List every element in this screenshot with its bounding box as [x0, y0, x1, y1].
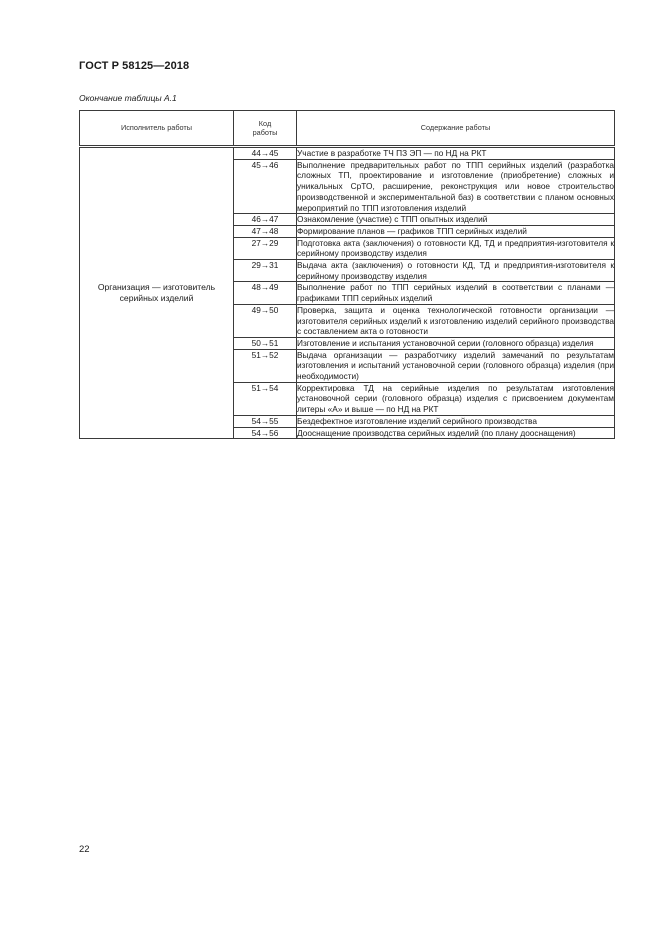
page-number: 22 [79, 844, 90, 855]
executor-cell: Организация — изготовитель серийных изделий [80, 147, 234, 439]
work-table [79, 110, 615, 439]
work-code-cell: 45→46 [234, 159, 297, 214]
work-content-cell: Выполнение предварительных работ по ТПП серийных изделий (разработка сложных ТП, проектирование и изготовление (приобретение) сложных и уникальных СрТО, расширение, реконструкция или новое строительство производственной и экспериментальной баз) в соответствии с планом основных мероприятий по ТПП изготовления изделий [297, 159, 614, 213]
header-executor: Исполнитель работы [80, 111, 234, 147]
work-code-cell: 54→56 [234, 427, 297, 439]
table-header-row [80, 111, 615, 147]
work-content-cell: Выдача акта (заключения) о готовности КД, ТД и предприятия-изготовителя к серийному производству изделия [297, 260, 614, 281]
table-body [80, 147, 615, 439]
work-code-cell: 49→50 [234, 304, 297, 337]
work-code-cell: 47→48 [234, 225, 297, 237]
work-code-cell: 51→52 [234, 349, 297, 382]
table-row [80, 147, 615, 160]
work-content-cell: Выполнение работ по ТПП серийных изделий в соответствии с планами — графиками ТПП серийных изделий [297, 282, 614, 304]
work-content-cell: Участие в разработке ТЧ ПЗ ЭП — по НД на РКТ [297, 147, 615, 160]
work-code-cell: 27→29 [234, 237, 297, 259]
document-header: ГОСТ Р 58125—2018 [79, 60, 190, 72]
work-code-cell: 44→45 [234, 147, 297, 160]
table-caption: Окончание таблицы А.1 [79, 93, 177, 103]
work-code-cell: 29→31 [234, 260, 297, 282]
work-code-cell: 51→54 [234, 382, 297, 415]
work-content-cell: Проверка, защита и оценка технологической готовности организации — изготовителя серийных изделий к изготовлению изделий серийного производства с составлением акта о готовности [297, 304, 614, 337]
work-content-cell: Дооснащение производства серийных изделий (по плану дооснащения) [297, 427, 615, 439]
work-content-cell: Бездефектное изготовление изделий серийного производства [297, 415, 615, 427]
work-code-cell: 46→47 [234, 214, 297, 226]
header-content: Содержание работы [297, 111, 615, 147]
header-code [234, 111, 297, 147]
work-content-cell: Корректировка ТД на серийные изделия по результатам изготовления установочной серии (головного образца) изделия с присвоением документам литеры «А» и выше — по НД на РКТ [297, 382, 614, 415]
work-content-cell: Ознакомление (участие) с ТПП опытных изделий [297, 214, 615, 226]
work-content-cell: Формирование планов — графиков ТПП серийных изделий [297, 225, 615, 237]
work-content-cell: Подготовка акта (заключения) о готовности КД, ТД и предприятия-изготовителя к серийному производству изделия [297, 237, 614, 259]
work-content-cell: Изготовление и испытания установочной серии (головного образца) изделия [297, 337, 615, 349]
work-code-cell: 54→55 [234, 415, 297, 427]
work-code-cell: 50→51 [234, 337, 297, 349]
work-code-cell: 48→49 [234, 282, 297, 304]
header-code-label: Код работы [252, 118, 278, 137]
work-content-cell: Выдача организации — разработчику изделий замечаний по результатам изготовления и испытаний установочной серии (головного образца) изделия (при необходимости) [297, 349, 614, 382]
